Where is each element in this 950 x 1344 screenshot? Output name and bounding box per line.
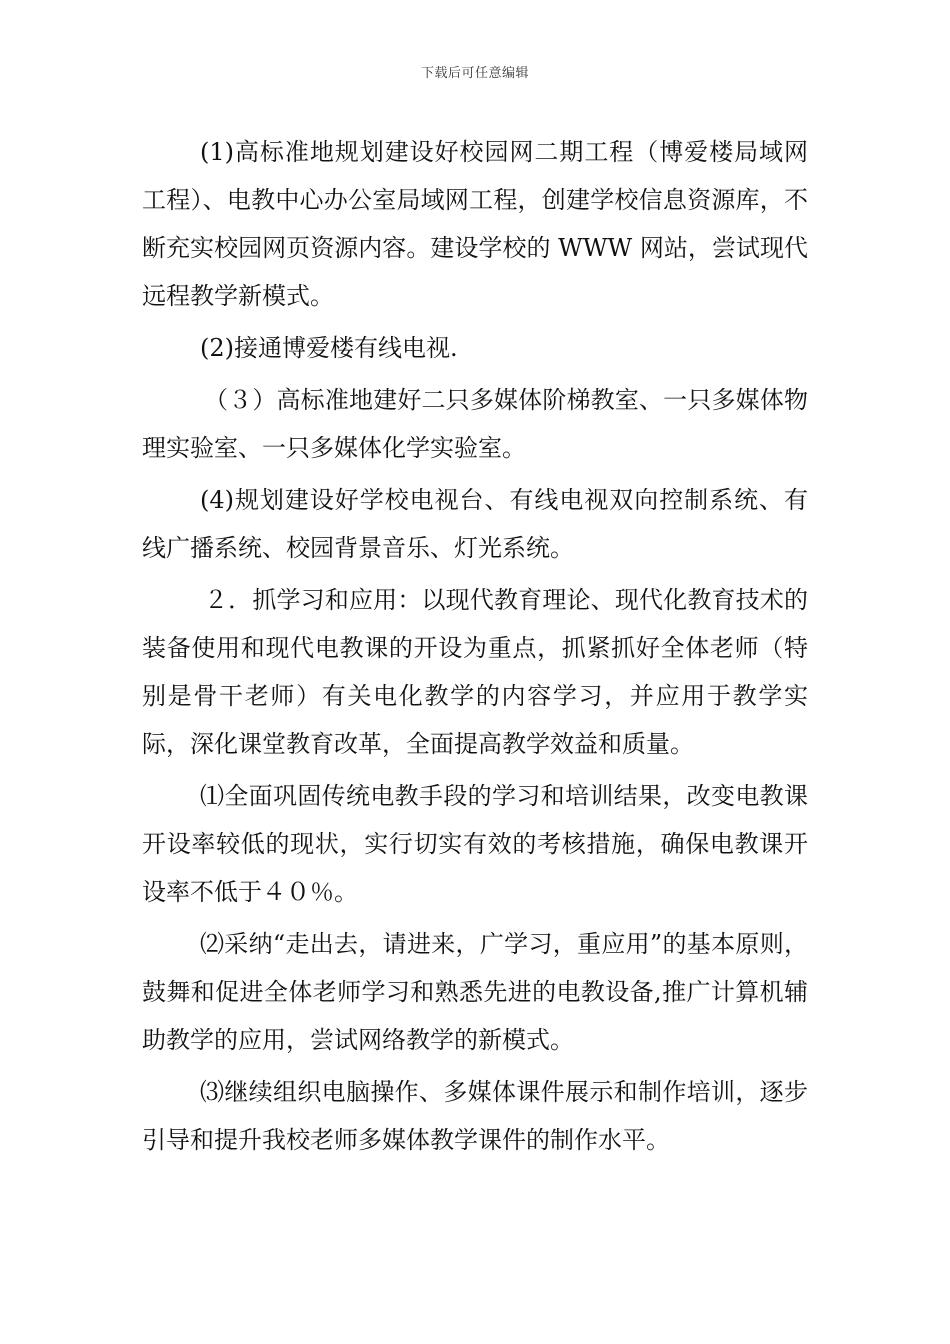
- paragraph-7: ⑵采纳“走出去，请进来，广学习，重应用”的基本原则，鼓舞和促进全体老师学习和熟悉先进的电教设备,推广计算机辅助教学的应用，尝试网络教学的新模式。: [142, 930, 808, 1054]
- paragraph-6: ⑴全面巩固传统电教手段的学习和培训结果，改变电教课开设率较低的现状，实行切实有效的考核措施，确保电教课开设率不低于４０％。: [142, 782, 808, 906]
- paragraph-3: （３）高标准地建好二只多媒体阶梯教室、一只多媒体物理实验室、一只多媒体化学实验室。: [142, 386, 808, 462]
- paragraph-2: (2)接通博爱楼有线电视.: [200, 334, 458, 362]
- paragraph-8: ⑶继续组织电脑操作、多媒体课件展示和制作培训，逐步引导和提升我校老师多媒体教学课件的制作水平。: [142, 1078, 808, 1154]
- paragraph-5: ２．抓学习和应用：以现代教育理论、现代化教育技术的装备使用和现代电教课的开设为重点，抓紧抓好全体老师（特别是骨干老师）有关电化教学的内容学习，并应用于教学实际，深化课堂教育改革，全面提高教学效益和质量。: [142, 586, 808, 758]
- header-note: 下载后可任意编辑: [420, 66, 529, 81]
- paragraph-4: (4)规划建设好学校电视台、有线电视双向控制系统、有线广播系统、校园背景音乐、灯光系统。: [142, 486, 808, 562]
- paragraph-1: (1)高标准地规划建设好校园网二期工程（博爱楼局域网工程）、电教中心办公室局域网工程，创建学校信息资源库，不断充实校园网页资源内容。建设学校的 WWW 网站，尝试现代远程教学新模式。: [142, 138, 808, 310]
- document-body: [142, 128, 808, 1168]
